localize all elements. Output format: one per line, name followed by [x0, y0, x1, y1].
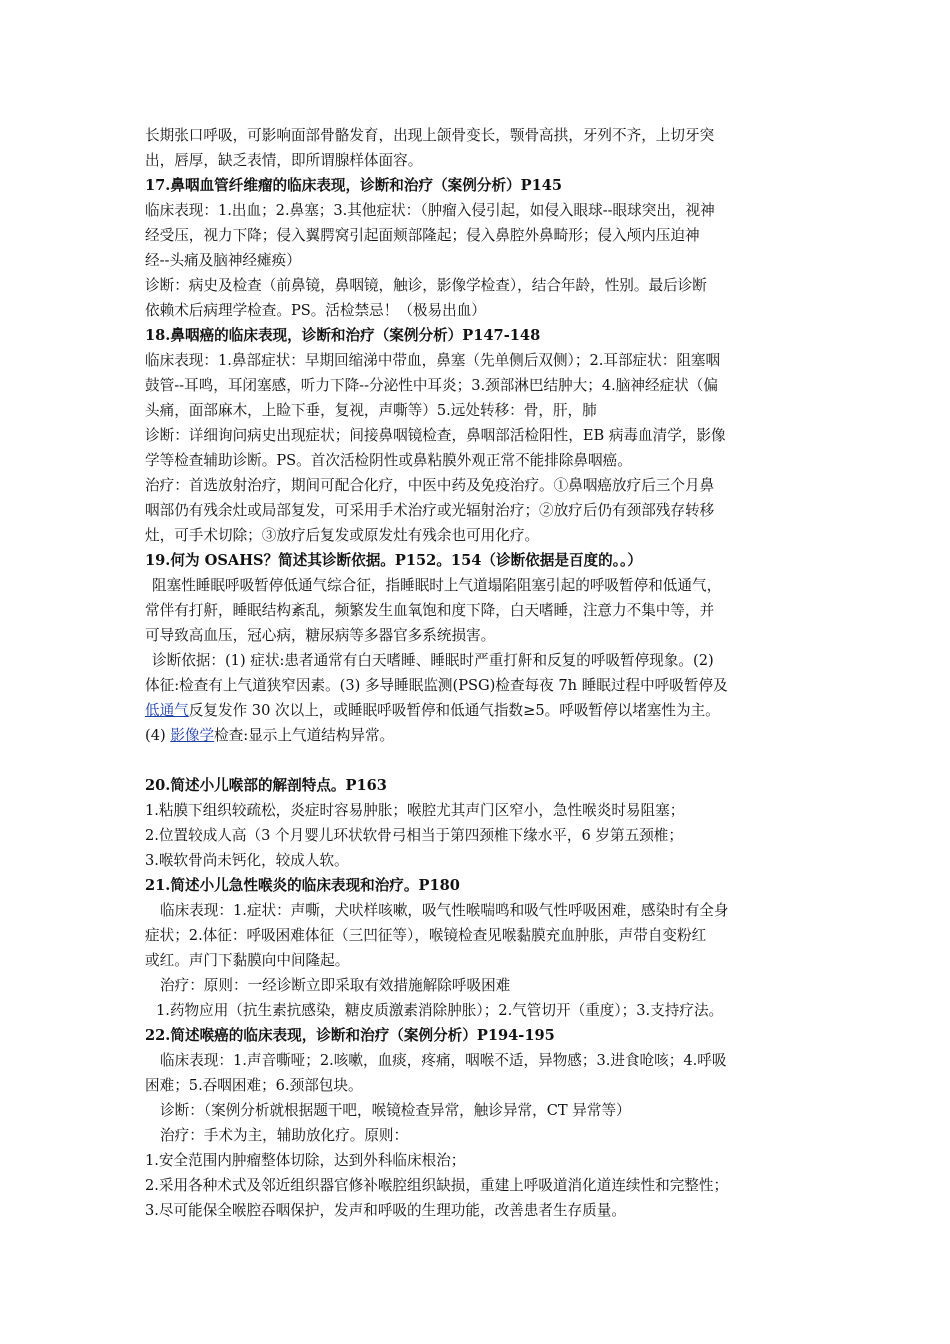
text-line: 治疗：原则：一经诊断立即采取有效措施解除呼吸困难	[160, 977, 511, 994]
section-heading: 18.鼻咽癌的临床表现，诊断和治疗（案例分析）P147-148	[145, 327, 541, 344]
link-hypopnea[interactable]: 低通气	[145, 702, 189, 719]
text-line: 长期张口呼吸，可影响面部骨骼发育，出现上颌骨变长，颚骨高拱，牙列不齐，上切牙突	[145, 127, 715, 144]
text-line	[145, 701, 720, 721]
text-line: 常伴有打鼾，睡眠结构紊乱，频繁发生血氧饱和度下降，白天嗜睡，注意力不集中等，并	[145, 602, 715, 619]
text-line: 临床表现：1.声音嘶哑；2.咳嗽，血痰，疼痛，咽喉不适，异物感；3.进食呛咳；4.呼吸	[160, 1052, 727, 1069]
text-line: 依赖术后病理学检查。PS。活检禁忌！（极易出血）	[145, 302, 486, 319]
text-line: 临床表现：1.出血；2.鼻塞；3.其他症状：（肿瘤入侵引起，如侵入眼球--眼球突出，视神	[145, 202, 715, 219]
text-line: 困难；5.吞咽困难；6.颈部包块。	[145, 1077, 363, 1094]
section-heading: 21.简述小儿急性喉炎的临床表现和治疗。P180	[145, 877, 460, 894]
text-line: 出，唇厚，缺乏表情，即所谓腺样体面容。	[145, 152, 423, 169]
section-heading: 20.简述小儿喉部的解剖特点。P163	[145, 777, 387, 794]
text-line: 1.药物应用（抗生素抗感染，糖皮质激素消除肿胀）；2.气管切开（重度）；3.支持疗法。	[156, 1002, 724, 1019]
text-line	[145, 726, 394, 746]
text-line: 或红。声门下黏膜向中间隆起。	[145, 952, 350, 969]
section-heading: 19.何为 OSAHS？简述其诊断依据。P152。154（诊断依据是百度的。。）	[145, 552, 642, 569]
text-line: 诊断：（案例分析就根据题干吧，喉镜检查异常，触诊异常，CT 异常等）	[160, 1102, 631, 1119]
text-line: 临床表现：1.鼻部症状：早期回缩涕中带血，鼻塞（先单侧后双侧）；2.耳部症状：阻塞咽	[145, 352, 721, 369]
section-heading: 22.简述喉癌的临床表现，诊断和治疗（案例分析）P194-195	[145, 1027, 555, 1044]
text-line: 1.安全范围内肿瘤整体切除，达到外科临床根治；	[145, 1152, 466, 1169]
text-line: 症状；2.体征：呼吸困难体征（三凹征等），喉镜检查见喉黏膜充血肿胀，声带自变粉红	[145, 927, 707, 944]
text-line: 经--头痛及脑神经瘫痪）	[145, 252, 301, 269]
text-span: 检查:显示上气道结构异常。	[214, 727, 395, 744]
link-imaging[interactable]: 影像学	[170, 727, 215, 744]
text-line: 体征:检查有上气道狭窄因素。(3) 多导睡眠监测(PSG)检查每夜 7h 睡眠过程中呼吸暂停及	[145, 677, 728, 694]
text-line: 治疗：首选放射治疗，期间可配合化疗，中医中药及免疫治疗。①鼻咽癌放疗后三个月鼻	[145, 477, 715, 494]
text-line: 诊断：病史及检查（前鼻镜，鼻咽镜，触诊，影像学检查），结合年龄，性别。最后诊断	[145, 277, 707, 294]
text-line: 灶，可手术切除；③放疗后复发或原发灶有残余也可用化疗。	[145, 527, 540, 544]
text-line: 鼓管--耳鸣，耳闭塞感，听力下降--分泌性中耳炎；3.颈部淋巴结肿大；4.脑神经症状（偏	[145, 377, 718, 394]
text-line: 诊断：详细询问病史出现症状；间接鼻咽镜检查，鼻咽部活检阳性，EB 病毒血清学，影像	[145, 427, 726, 444]
text-line: 经受压，视力下降；侵入翼腭窝引起面颊部隆起；侵入鼻腔外鼻畸形；侵入颅内压迫神	[145, 227, 700, 244]
text-line: 可导致高血压，冠心病，糖尿病等多器官多系统损害。	[145, 627, 496, 644]
section-heading: 17.鼻咽血管纤维瘤的临床表现，诊断和治疗（案例分析）P145	[145, 177, 563, 194]
text-line: 2.位置较成人高（3 个月婴儿环状软骨弓相当于第四颈椎下缘水平，6 岁第五颈椎；	[145, 827, 683, 844]
text-line: 临床表现：1.症状：声嘶，犬吠样咳嗽，吸气性喉喘鸣和吸气性呼吸困难，感染时有全身	[160, 902, 729, 919]
text-span: (4)	[145, 727, 171, 744]
text-line: 头痛，面部麻木，上睑下垂，复视，声嘶等）5.远处转移：骨，肝，肺	[145, 402, 597, 419]
text-line: 3.喉软骨尚未钙化，较成人软。	[145, 852, 349, 869]
text-line: 1.粘膜下组织较疏松，炎症时容易肿胀；喉腔尤其声门区窄小，急性喉炎时易阻塞；	[145, 802, 685, 819]
text-span: 反复发作 30 次以上，或睡眠呼吸暂停和低通气指数≥5。呼吸暂停以堵塞性为主。	[188, 702, 720, 719]
text-line: 诊断依据：(1) 症状:患者通常有白天嗜睡、睡眠时严重打鼾和反复的呼吸暂停现象。(2)	[152, 652, 714, 669]
text-line: 2.采用各种术式及邻近组织器官修补喉腔组织缺损，重建上呼吸道消化道连续性和完整性；	[145, 1177, 729, 1194]
text-line: 学等检查辅助诊断。PS。首次活检阴性或鼻粘膜外观正常不能排除鼻咽癌。	[145, 452, 632, 469]
text-line: 3.尽可能保全喉腔吞咽保护，发声和呼吸的生理功能，改善患者生存质量。	[145, 1202, 626, 1219]
text-line: 治疗：手术为主，辅助放化疗。原则：	[160, 1127, 409, 1144]
text-line: 咽部仍有残余灶或局部复发，可采用手术治疗或光辐射治疗；②放疗后仍有颈部残存转移	[145, 502, 715, 519]
text-line: 阻塞性睡眠呼吸暂停低通气综合征，指睡眠时上气道塌陷阻塞引起的呼吸暂停和低通气，	[152, 577, 722, 594]
